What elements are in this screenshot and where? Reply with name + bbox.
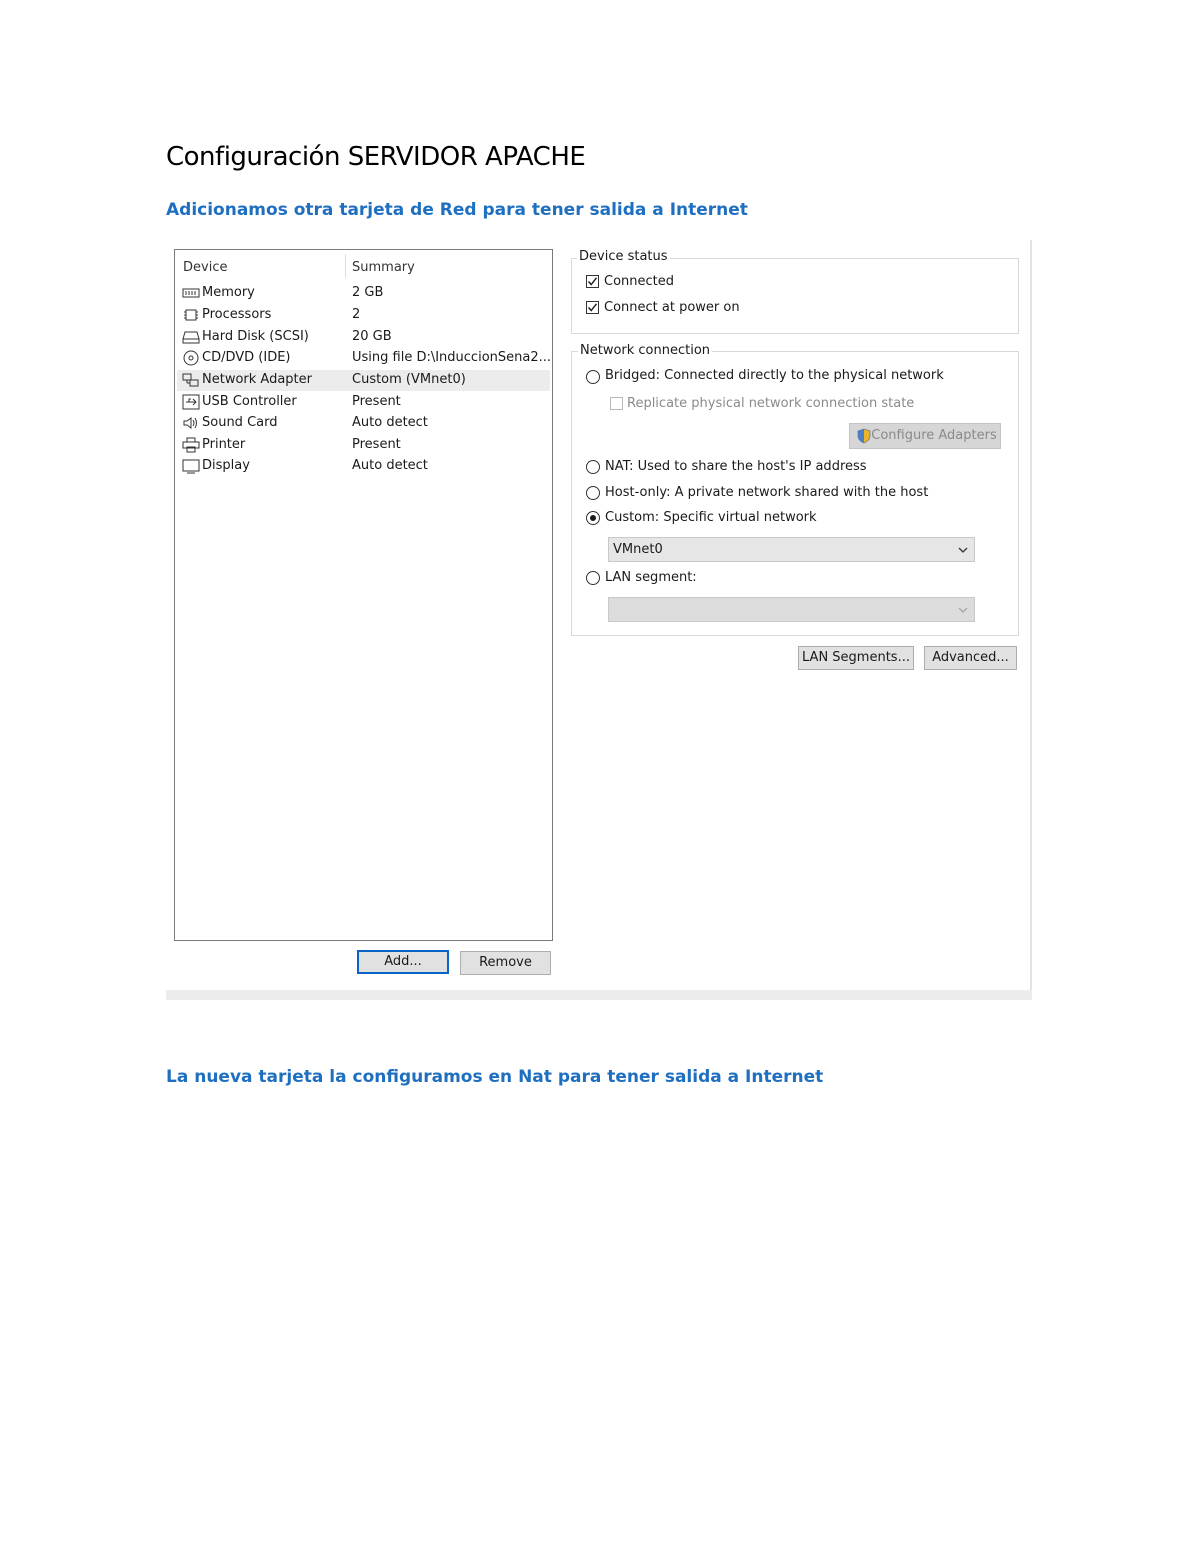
device-row-usb-controller[interactable] bbox=[177, 392, 550, 413]
device-name: Processors bbox=[202, 307, 272, 322]
memory-icon bbox=[182, 285, 200, 301]
custom-network-value: VMnet0 bbox=[613, 542, 663, 557]
configure-adapters-label: Configure Adapters bbox=[871, 428, 997, 443]
device-status-group bbox=[571, 258, 1019, 334]
screenshot-edge bbox=[1030, 240, 1032, 992]
connect-at-power-on-label[interactable]: Connect at power on bbox=[604, 300, 740, 315]
device-summary: Auto detect bbox=[352, 415, 428, 430]
check-icon bbox=[587, 276, 598, 287]
device-status-label: Device status bbox=[579, 249, 668, 264]
device-row-sound-card[interactable] bbox=[177, 413, 550, 434]
device-summary: 2 GB bbox=[352, 285, 384, 300]
custom-label[interactable]: Custom: Specific virtual network bbox=[605, 510, 817, 525]
check-icon bbox=[587, 302, 598, 313]
device-name: Display bbox=[202, 458, 250, 473]
connected-checkbox[interactable] bbox=[586, 275, 599, 288]
lan-segment-radio[interactable] bbox=[586, 571, 600, 585]
screenshot-edge bbox=[166, 990, 1032, 1000]
summary-column-header[interactable]: Summary bbox=[352, 260, 415, 275]
device-list[interactable] bbox=[174, 249, 553, 941]
processor-icon bbox=[182, 307, 200, 323]
device-name: Memory bbox=[202, 285, 255, 300]
device-name: Network Adapter bbox=[202, 372, 312, 387]
device-summary: Present bbox=[352, 394, 401, 409]
radio-selected-dot bbox=[590, 515, 596, 521]
device-row-hard-disk[interactable] bbox=[177, 327, 550, 348]
printer-icon bbox=[182, 437, 200, 453]
remove-device-button[interactable]: Remove bbox=[460, 951, 551, 975]
connect-at-power-on-checkbox[interactable] bbox=[586, 301, 599, 314]
device-row-memory[interactable] bbox=[177, 283, 550, 304]
chevron-down-icon bbox=[956, 543, 970, 557]
lan-segment-label[interactable]: LAN segment: bbox=[605, 570, 697, 585]
device-name: USB Controller bbox=[202, 394, 297, 409]
custom-radio[interactable] bbox=[586, 511, 600, 525]
device-row-display[interactable] bbox=[177, 456, 550, 477]
host-only-radio[interactable] bbox=[586, 486, 600, 500]
network-connection-label: Network connection bbox=[580, 343, 711, 358]
add-device-button[interactable]: Add... bbox=[357, 950, 449, 974]
configure-adapters-button[interactable] bbox=[849, 423, 1001, 449]
nat-radio[interactable] bbox=[586, 460, 600, 474]
lan-segments-button[interactable]: LAN Segments... bbox=[798, 646, 914, 670]
device-column-header[interactable]: Device bbox=[183, 260, 228, 275]
connected-label[interactable]: Connected bbox=[604, 274, 675, 289]
vm-settings-screenshot bbox=[166, 240, 1032, 1000]
device-name: Sound Card bbox=[202, 415, 278, 430]
chevron-down-icon bbox=[956, 603, 970, 617]
subheading-nat-config: La nueva tarjeta la configuramos en Nat para tener salida a Internet bbox=[166, 1067, 824, 1087]
device-row-printer[interactable] bbox=[177, 435, 550, 456]
column-separator bbox=[345, 254, 346, 278]
advanced-button[interactable]: Advanced... bbox=[924, 646, 1017, 670]
device-name: Hard Disk (SCSI) bbox=[202, 329, 309, 344]
device-name: CD/DVD (IDE) bbox=[202, 350, 291, 365]
network-adapter-icon bbox=[182, 372, 200, 388]
shield-icon bbox=[856, 428, 872, 444]
replicate-state-label[interactable]: Replicate physical network connection state bbox=[627, 396, 915, 411]
document-title: Configuración SERVIDOR APACHE bbox=[166, 142, 586, 172]
device-summary: Auto detect bbox=[352, 458, 428, 473]
nat-label[interactable]: NAT: Used to share the host's IP address bbox=[605, 459, 867, 474]
device-summary: Using file D:\InduccionSena2... bbox=[352, 350, 552, 365]
subheading-add-network-card: Adicionamos otra tarjeta de Red para tener salida a Internet bbox=[166, 200, 748, 220]
device-summary: 20 GB bbox=[352, 329, 392, 344]
usb-icon bbox=[182, 394, 200, 410]
device-summary: 2 bbox=[352, 307, 361, 322]
lan-segment-select[interactable] bbox=[608, 597, 975, 622]
bridged-label[interactable]: Bridged: Connected directly to the physical network bbox=[605, 368, 944, 383]
device-name: Printer bbox=[202, 437, 246, 452]
custom-network-select[interactable] bbox=[608, 537, 975, 562]
replicate-state-checkbox[interactable] bbox=[610, 397, 623, 410]
hard-disk-icon bbox=[182, 329, 200, 345]
device-row-cd-dvd[interactable] bbox=[177, 348, 550, 369]
speaker-icon bbox=[182, 415, 200, 431]
bridged-radio[interactable] bbox=[586, 370, 600, 384]
cd-dvd-icon bbox=[182, 350, 200, 366]
device-row-processors[interactable] bbox=[177, 305, 550, 326]
device-summary: Custom (VMnet0) bbox=[352, 372, 466, 387]
display-icon bbox=[182, 458, 200, 474]
device-list-header bbox=[175, 250, 552, 280]
device-row-network-adapter[interactable] bbox=[177, 370, 550, 391]
host-only-label[interactable]: Host-only: A private network shared with the host bbox=[605, 485, 929, 500]
device-summary: Present bbox=[352, 437, 401, 452]
